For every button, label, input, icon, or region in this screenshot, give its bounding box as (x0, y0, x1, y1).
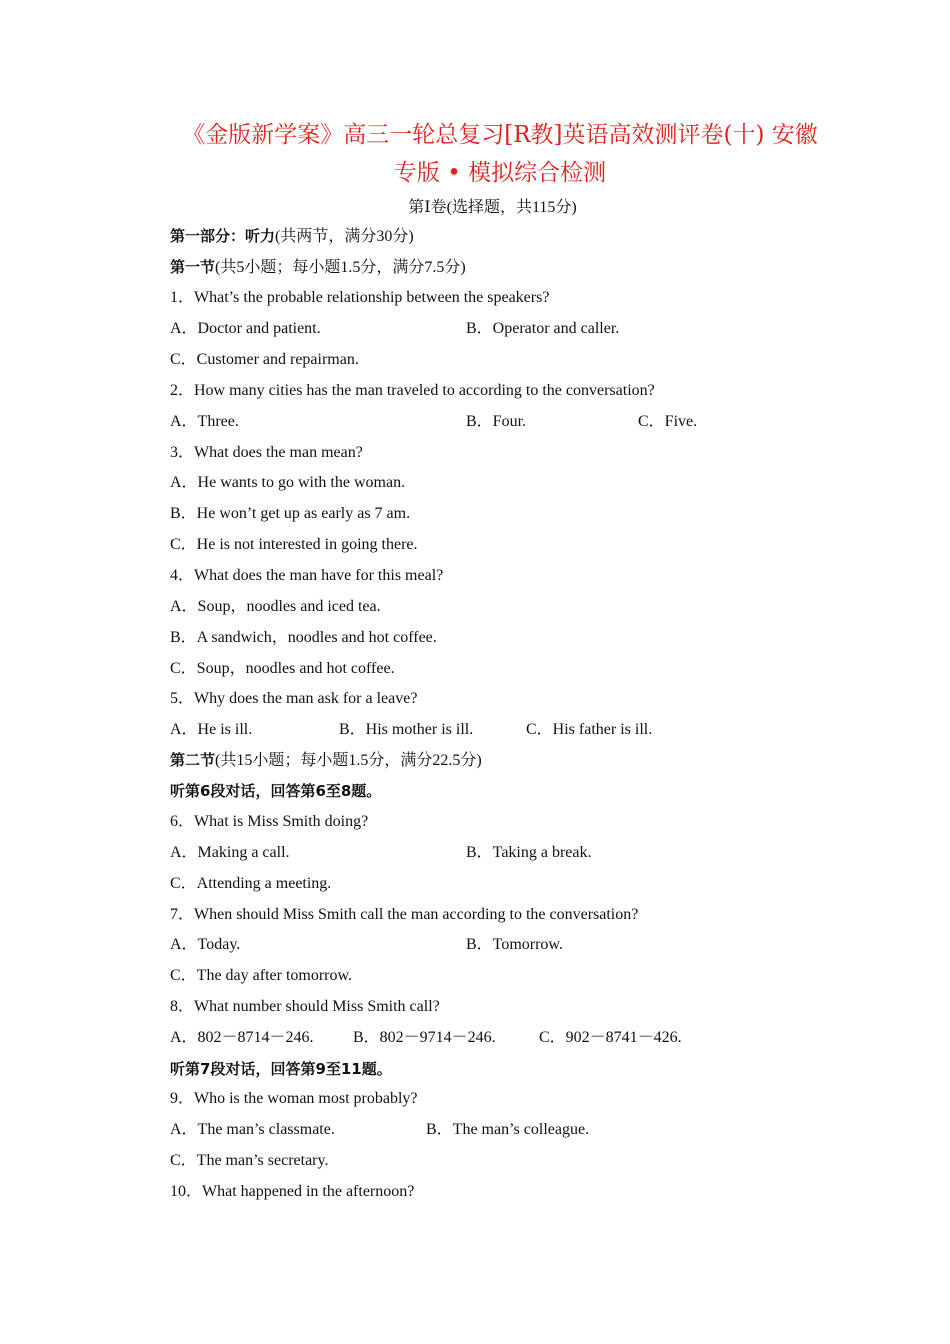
option-3c: C．He is not interested in going there. (170, 536, 418, 553)
question-2: 2．How many cities has the man traveled to according to the conversation? (170, 382, 655, 399)
option-7c: C．The day after tomorrow. (170, 967, 353, 984)
dialog6-instruction: 听第6段对话，回答第6至8题。 (170, 782, 382, 800)
question-5: 5．Why does the man ask for a leave? (170, 690, 418, 707)
volume-header: 第Ⅰ卷(选择题，共115分) (408, 199, 577, 216)
part1-label: 第一部分：听力 (170, 227, 276, 245)
option-9a: A．The man’s classmate. (170, 1121, 335, 1138)
option-8c: C．902－8741－426. (539, 1029, 682, 1046)
question-6: 6．What is Miss Smith doing? (170, 813, 369, 830)
option-5b: B．His mother is ill. (339, 721, 474, 738)
option-2a: A．Three. (170, 413, 239, 430)
option-2b: B．Four. (466, 413, 527, 430)
question-1: 1．What’s the probable relationship between the speakers? (170, 289, 550, 306)
dialog7-instruction: 听第7段对话，回答第9至11题。 (170, 1060, 392, 1078)
part1-detail: (共两节，满分30分) (275, 228, 414, 245)
document-title-line2: 专版 • 模拟综合检测 (393, 160, 607, 186)
option-4c: C．Soup，noodles and hot coffee. (170, 660, 395, 677)
option-9c: C．The man’s secretary. (170, 1152, 329, 1169)
option-1a: A．Doctor and patient. (170, 320, 321, 337)
option-1b: B．Operator and caller. (466, 320, 620, 337)
question-3: 3．What does the man mean? (170, 444, 363, 461)
question-9: 9．Who is the woman most probably? (170, 1090, 418, 1107)
option-7a: A．Today. (170, 936, 241, 953)
option-4b: B．A sandwich，noodles and hot coffee. (170, 629, 437, 646)
section1-heading (170, 257, 466, 278)
question-7: 7．When should Miss Smith call the man according to the conversation? (170, 906, 639, 923)
option-6a: A．Making a call. (170, 844, 290, 861)
option-6b: B．Taking a break. (466, 844, 592, 861)
option-4a: A．Soup，noodles and iced tea. (170, 598, 381, 615)
section2-detail: (共15小题；每小题1.5分，满分22.5分) (215, 752, 482, 769)
option-5a: A．He is ill. (170, 721, 253, 738)
question-10: 10．What happened in the afternoon? (170, 1183, 415, 1200)
option-8b: B．802－9714－246. (353, 1029, 496, 1046)
question-4: 4．What does the man have for this meal? (170, 567, 444, 584)
option-5c: C．His father is ill. (526, 721, 653, 738)
part1-heading (170, 226, 414, 247)
option-8a: A．802－8714－246. (170, 1029, 314, 1046)
option-2c: C．Five. (638, 413, 698, 430)
option-9b: B．The man’s colleague. (426, 1121, 590, 1138)
section2-heading (170, 750, 482, 771)
option-3a: A．He wants to go with the woman. (170, 474, 406, 491)
document-title-line1: 《金版新学案》高三一轮总复习[R教]英语高效测评卷(十) 安徽 (182, 122, 818, 148)
option-3b: B．He won’t get up as early as 7 am. (170, 505, 411, 522)
option-7b: B．Tomorrow. (466, 936, 563, 953)
question-8: 8．What number should Miss Smith call? (170, 998, 440, 1015)
section2-label: 第二节 (170, 751, 216, 769)
section1-detail: (共5小题；每小题1.5分，满分7.5分) (215, 259, 466, 276)
option-6c: C．Attending a meeting. (170, 875, 332, 892)
option-1c: C．Customer and repairman. (170, 351, 359, 368)
section1-label: 第一节 (170, 258, 216, 276)
